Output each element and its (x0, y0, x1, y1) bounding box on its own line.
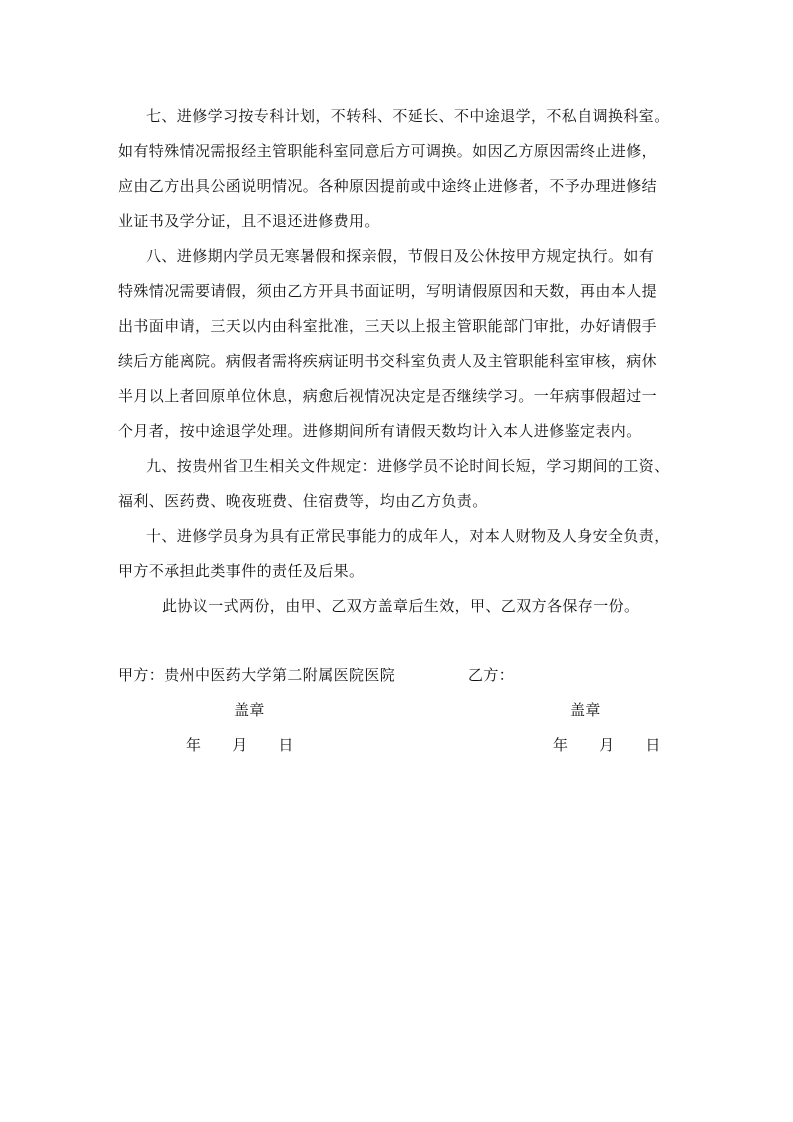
paragraph-8-line-5: 半月以上者回原单位休息，病愈后视情况决定是否继续学习。一年病事假超过一 (118, 387, 658, 405)
party-b-date: 年 月 日 (553, 736, 661, 754)
paragraph-8-line-1: 八、进修期内学员无寒暑假和探亲假，节假日及公休按甲方规定执行。如有 (146, 247, 655, 265)
paragraph-8-line-6: 个月者，按中途退学处理。进修期间所有请假天数均计入本人进修鉴定表内。 (118, 422, 642, 440)
paragraph-8-line-2: 特殊情况需要请假，须由乙方开具书面证明，写明请假原因和天数，再由本人提 (118, 282, 658, 300)
party-a-seal: 盖章 (234, 701, 265, 719)
paragraph-8-line-4: 续后方能离院。病假者需将疾病证明书交科室负责人及主管职能科室审核，病休 (118, 352, 658, 370)
paragraph-9-line-1: 九、按贵州省卫生相关文件规定：进修学员不论时间长短，学习期间的工资、 (146, 457, 670, 475)
paragraph-8-line-3: 出书面申请，三天以内由科室批准，三天以上报主管职能部门审批，办好请假手 (118, 317, 658, 335)
paragraph-10-line-2: 甲方不承担此类事件的责任及后果。 (118, 562, 365, 580)
party-a-date: 年 月 日 (186, 736, 294, 754)
paragraph-11-line-1: 此协议一式两份，由甲、乙双方盖章后生效，甲、乙双方各保存一份。 (162, 597, 640, 615)
party-b-seal: 盖章 (570, 701, 601, 719)
paragraph-7-line-1: 七、进修学习按专科计划，不转科、不延长、不中途退学，不私自调换科室。 (146, 107, 670, 125)
paragraph-10-line-1: 十、进修学员身为具有正常民事能力的成年人，对本人财物及人身安全负责， (146, 527, 670, 545)
paragraph-7-line-2: 如有特殊情况需报经主管职能科室同意后方可调换。如因乙方原因需终止进修， (118, 142, 658, 160)
paragraph-9-line-2: 福利、医药费、晚夜班费、住宿费等，均由乙方负责。 (118, 492, 488, 510)
paragraph-7-line-3: 应由乙方出具公函说明情况。各种原因提前或中途终止进修者，不予办理进修结 (118, 177, 658, 195)
party-b-label: 乙方： (468, 666, 515, 684)
party-a-label: 甲方：贵州中医药大学第二附属医院医院 (118, 666, 396, 684)
paragraph-7-line-4: 业证书及学分证，且不退还进修费用。 (118, 212, 380, 230)
